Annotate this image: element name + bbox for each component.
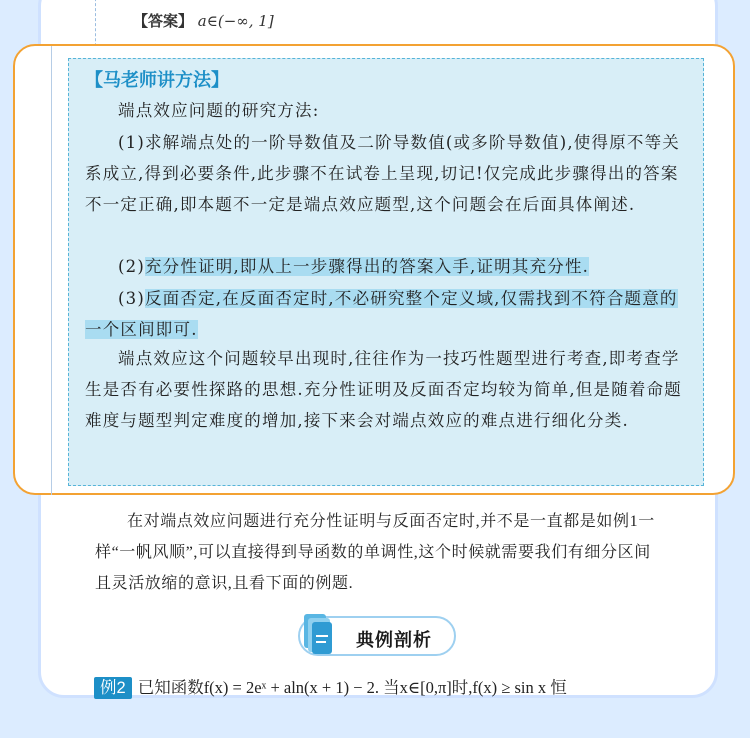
body-paragraph: 在对端点效应问题进行充分性证明与反面否定时,并不是一直都是如例1一样“一帆风顺”,可以直接得到导函数的单调性,这个时候就需要我们有细分区间且灵活放缩的意识,且看下面的例题. — [95, 513, 655, 592]
method-title: 【马老师讲方法】 — [85, 70, 229, 90]
section-header — [298, 616, 456, 656]
answer-math: a∈(−∞, 1] — [197, 12, 274, 30]
answer-line — [133, 10, 274, 31]
step-2-highlight: 充分性证明,即从上一步骤得出的答案入手,证明其充分性. — [144, 257, 590, 276]
card-margin-line — [51, 46, 52, 495]
method-panel — [68, 58, 704, 486]
example-line — [94, 674, 567, 699]
example-text: 已知函数f(x) = 2eˣ + aln(x + 1) − 2. 当x∈[0,π]时,f(x) ≥ sin x 恒 — [137, 678, 567, 697]
method-step-1: (1)求解端点处的一阶导数值及二阶导数值(或多阶导数值),使得原不等关系成立,得到必要条件,此步骤不在试卷上呈现,切记!仅完成此步骤得出的答案不一定正确,即本题不一定是端点效应题型,这个问题会在后面具体阐述. — [85, 133, 680, 214]
answer-tag: 【答案】 — [133, 13, 194, 30]
method-step-3 — [85, 283, 689, 345]
step-3-highlight: 反面否定,在反面否定时,不必研究整个定义域,仅需找到不符合题意的一个区间即可. — [85, 289, 678, 339]
method-intro: 端点效应问题的研究方法: — [118, 101, 320, 120]
section-label: 典例剖析 — [356, 630, 432, 650]
step-3-number: (3) — [118, 289, 145, 308]
step-2-number: (2) — [118, 257, 145, 276]
method-summary: 端点效应这个问题较早出现时,往往作为一技巧性题型进行考查,即考查学生是否有必要性探路的思想.充分性证明及反面否定均较为简单,但是随着命题难度与题型判定难度的增加,接下来会对端点效应的难点进行细化分类. — [85, 349, 682, 430]
example-tag: 例2 — [94, 677, 132, 699]
method-card — [13, 44, 735, 495]
method-step-2 — [85, 251, 695, 282]
book-icon — [298, 612, 338, 658]
